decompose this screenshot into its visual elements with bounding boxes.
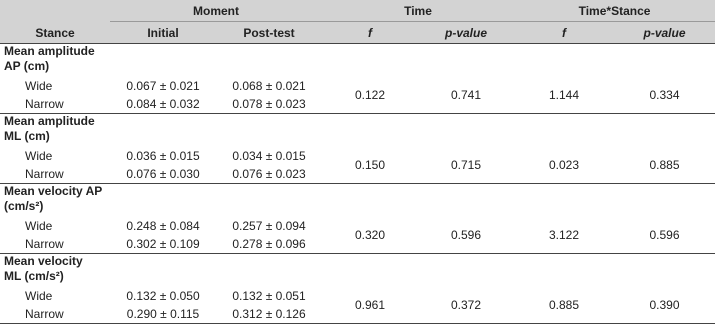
post-test-cell: 0.257 ± 0.094 xyxy=(232,219,306,233)
header-time: Time xyxy=(322,0,514,22)
group-label xyxy=(0,184,715,218)
post-test-cell: 0.034 ± 0.015 xyxy=(232,149,306,163)
time-stance-p-cell: 0.334 xyxy=(649,88,680,102)
time-stance-f-cell: 3.122 xyxy=(549,228,580,242)
stance-cell: Wide xyxy=(25,219,53,233)
post-test-cell: 0.078 ± 0.023 xyxy=(232,97,306,111)
time-stance-p-cell: 0.390 xyxy=(649,298,680,312)
initial-cell: 0.076 ± 0.030 xyxy=(126,167,200,181)
post-test-cell: 0.278 ± 0.096 xyxy=(232,237,306,251)
header-stance: Stance xyxy=(0,0,110,44)
table-row xyxy=(0,77,715,95)
group-label-line2: ML (cm/s²) xyxy=(4,269,64,283)
group-mean-amplitude-ml xyxy=(0,114,715,184)
header-moment: Moment xyxy=(110,0,322,22)
time-f-cell: 0.122 xyxy=(354,88,386,102)
time-p-cell: 0.715 xyxy=(450,158,482,172)
group-label xyxy=(0,44,715,78)
stance-cell: Narrow xyxy=(25,237,64,251)
stance-cell: Narrow xyxy=(25,97,64,111)
initial-cell: 0.036 ± 0.015 xyxy=(126,149,200,163)
time-stance-f-cell: 0.023 xyxy=(549,158,580,172)
group-mean-velocity-ap xyxy=(0,184,715,254)
time-f-cell: 0.961 xyxy=(354,298,386,312)
stance-cell: Wide xyxy=(25,79,53,93)
initial-cell: 0.290 ± 0.115 xyxy=(126,307,200,321)
time-stance-p-cell: 0.596 xyxy=(649,228,680,242)
group-label xyxy=(0,114,715,148)
initial-cell: 0.302 ± 0.109 xyxy=(126,237,200,251)
group-label-line2: (cm/s²) xyxy=(4,199,44,213)
time-p-cell: 0.372 xyxy=(450,298,482,312)
table-row xyxy=(0,147,715,165)
table-row xyxy=(0,287,715,305)
table-row xyxy=(0,217,715,235)
post-test-cell: 0.132 ± 0.051 xyxy=(232,289,306,303)
time-f-cell: 0.150 xyxy=(354,158,386,172)
header-time-stance: Time*Stance xyxy=(514,0,715,22)
header-time-stance-f: f xyxy=(514,22,614,44)
initial-cell: 0.248 ± 0.084 xyxy=(126,219,200,233)
time-stance-f-cell: 1.144 xyxy=(549,88,580,102)
time-p-cell: 0.596 xyxy=(450,228,482,242)
table-header xyxy=(0,0,715,44)
time-f-cell: 0.320 xyxy=(354,228,386,242)
stance-cell: Wide xyxy=(25,149,53,163)
header-time-p-value: p-value xyxy=(418,22,514,44)
initial-cell: 0.084 ± 0.032 xyxy=(126,97,200,111)
post-test-cell: 0.068 ± 0.021 xyxy=(232,79,306,93)
group-label-line1: Mean velocity AP xyxy=(4,184,103,198)
time-stance-f-cell: 0.885 xyxy=(549,298,580,312)
stance-cell: Wide xyxy=(25,289,53,303)
header-post-test: Post-test xyxy=(216,22,322,44)
group-mean-amplitude-ap xyxy=(0,44,715,114)
group-label xyxy=(0,254,715,288)
header-initial: Initial xyxy=(110,22,216,44)
header-time-f: f xyxy=(322,22,418,44)
initial-cell: 0.067 ± 0.021 xyxy=(126,79,200,93)
post-test-cell: 0.076 ± 0.023 xyxy=(232,167,306,181)
post-test-cell: 0.312 ± 0.126 xyxy=(232,307,306,321)
group-mean-velocity-ml xyxy=(0,254,715,324)
stance-cell: Narrow xyxy=(25,307,64,321)
stance-cell: Narrow xyxy=(25,167,64,181)
group-label-line1: Mean velocity xyxy=(4,254,83,268)
group-label-line2: AP (cm) xyxy=(4,59,50,73)
group-label-line1: Mean amplitude xyxy=(4,44,95,58)
initial-cell: 0.132 ± 0.050 xyxy=(126,289,200,303)
time-p-cell: 0.741 xyxy=(450,88,482,102)
group-label-line1: Mean amplitude xyxy=(4,114,95,128)
header-time-stance-p-value: p-value xyxy=(614,22,715,44)
group-label-line2: ML (cm) xyxy=(4,129,50,143)
time-stance-p-cell: 0.885 xyxy=(649,158,680,172)
